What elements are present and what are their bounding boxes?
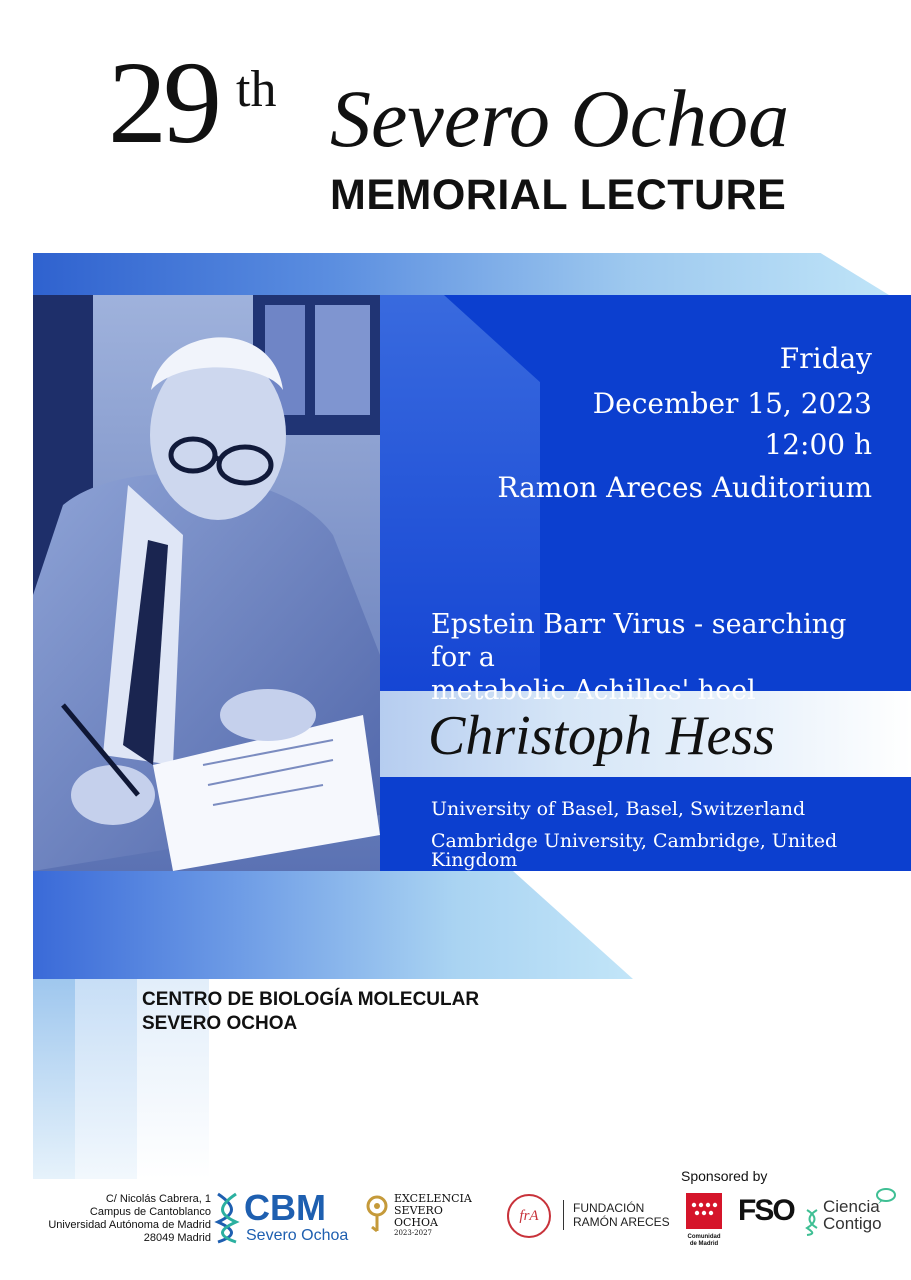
decor-strip	[75, 979, 137, 1179]
stars-flag-icon	[686, 1193, 722, 1229]
event-date: December 15, 2023	[592, 387, 872, 420]
event-day: Friday	[779, 342, 872, 375]
medal-icon	[366, 1195, 388, 1235]
fra-logo	[507, 1194, 677, 1238]
title-number: 29	[108, 37, 218, 168]
address-line: C/ Nicolás Cabrera, 1	[105, 1193, 211, 1205]
address-line: Universidad Autónoma de Madrid	[48, 1219, 211, 1231]
event-venue: Ramon Areces Auditorium	[497, 471, 872, 504]
excelencia-years: 2023-2027	[394, 1229, 432, 1237]
address-line: Campus de Cantoblanco	[89, 1206, 211, 1218]
address-block	[48, 1193, 211, 1245]
bottom-gradient-band	[33, 871, 633, 979]
event-time: 12:00 h	[764, 428, 872, 461]
top-gradient-band	[33, 253, 889, 295]
organizer-line2: SEVERO OCHOA	[142, 1013, 298, 1034]
excelencia-line1: EXCELENCIA	[394, 1192, 472, 1205]
talk-title	[431, 608, 891, 707]
talk-title-line2: metabolic Achilles' heel	[431, 675, 756, 706]
decor-strip	[33, 979, 75, 1179]
excelencia-line2: SEVERO	[394, 1204, 443, 1217]
dna-icon	[214, 1192, 240, 1244]
title-name: Severo Ochoa	[330, 73, 790, 164]
severo-ochoa-photo	[33, 295, 380, 871]
fra-line2: RAMÓN ARECES	[573, 1215, 670, 1229]
ciencia-line2: Contigo	[823, 1214, 882, 1233]
speaker-affiliation-1: University of Basel, Basel, Switzerland	[431, 798, 806, 820]
organizer-line1: CENTRO DE BIOLOGÍA MOLECULAR	[142, 989, 480, 1010]
fso-logo: FSO	[738, 1194, 794, 1227]
talk-title-line1: Epstein Barr Virus - searching for a	[431, 609, 847, 673]
address-line: 28049 Madrid	[143, 1232, 211, 1244]
excelencia-logo	[366, 1193, 486, 1243]
title-ordinal: th	[236, 61, 277, 118]
comunidad-madrid-logo	[686, 1193, 722, 1247]
speaker-affiliation-2: Cambridge University, Cambridge, United Kingdom	[431, 830, 838, 871]
cbm-name: Severo Ochoa	[246, 1227, 349, 1244]
excelencia-line3: OCHOA	[394, 1216, 438, 1229]
organizer-name	[142, 988, 479, 1036]
photo-illustration	[33, 295, 380, 871]
speaker-name: Christoph Hess	[428, 705, 775, 767]
cm-line2: de Madrid	[689, 1241, 719, 1247]
sponsored-by-label: Sponsored by	[681, 1168, 768, 1184]
fra-mark: frA	[507, 1194, 551, 1238]
cbm-logo	[214, 1187, 354, 1250]
ciencia-line1: Ciencia	[823, 1197, 880, 1216]
divider	[563, 1200, 564, 1230]
dna-icon	[805, 1208, 819, 1236]
cbm-abbr: CBM	[244, 1187, 326, 1228]
ciencia-contigo-logo	[805, 1188, 905, 1240]
title-subtitle: MEMORIAL LECTURE	[330, 171, 787, 219]
cm-line1: Comunidad	[687, 1234, 721, 1240]
fra-line1: FUNDACIÓN	[573, 1201, 645, 1215]
